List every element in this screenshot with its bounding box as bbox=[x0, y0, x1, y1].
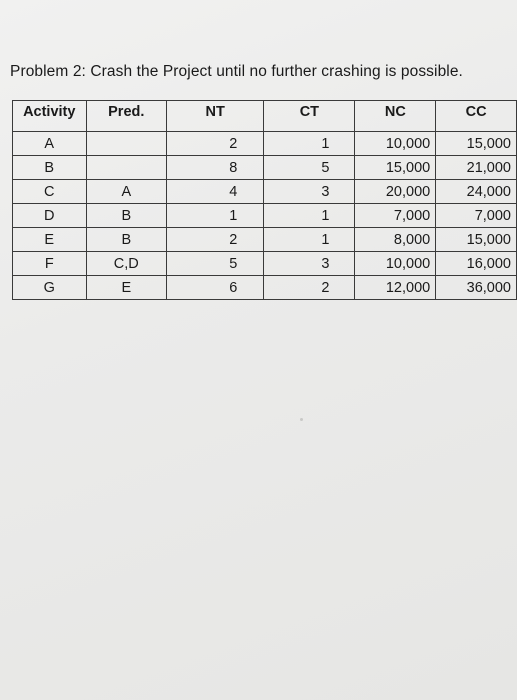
cell-crash-time: 2 bbox=[264, 276, 355, 300]
cell-activity: D bbox=[13, 204, 87, 228]
cell-predecessor: B bbox=[86, 228, 167, 252]
header-crash-cost: CC bbox=[436, 101, 517, 132]
header-crash-time: CT bbox=[264, 101, 355, 132]
cell-crash-time: 1 bbox=[264, 132, 355, 156]
cell-normal-time: 5 bbox=[167, 252, 264, 276]
cell-activity: A bbox=[13, 132, 87, 156]
paper-speck bbox=[300, 418, 303, 421]
cell-predecessor bbox=[86, 156, 167, 180]
table-row bbox=[13, 156, 517, 180]
table-row bbox=[13, 228, 517, 252]
cell-normal-cost: 10,000 bbox=[355, 132, 436, 156]
cell-normal-time: 4 bbox=[167, 180, 264, 204]
table-row bbox=[13, 252, 517, 276]
header-predecessor: Pred. bbox=[86, 101, 167, 132]
cell-activity: E bbox=[13, 228, 87, 252]
crashing-data-table bbox=[12, 100, 517, 300]
cell-normal-time: 2 bbox=[167, 132, 264, 156]
cell-normal-cost: 12,000 bbox=[355, 276, 436, 300]
cell-normal-cost: 10,000 bbox=[355, 252, 436, 276]
cell-activity: B bbox=[13, 156, 87, 180]
cell-normal-cost: 8,000 bbox=[355, 228, 436, 252]
header-activity: Activity bbox=[13, 101, 87, 132]
table-row bbox=[13, 204, 517, 228]
cell-crash-cost: 36,000 bbox=[436, 276, 517, 300]
cell-normal-time: 1 bbox=[167, 204, 264, 228]
header-normal-time: NT bbox=[167, 101, 264, 132]
cell-crash-cost: 7,000 bbox=[436, 204, 517, 228]
cell-crash-cost: 15,000 bbox=[436, 228, 517, 252]
cell-activity: G bbox=[13, 276, 87, 300]
table-row bbox=[13, 276, 517, 300]
table-row bbox=[13, 180, 517, 204]
cell-normal-cost: 20,000 bbox=[355, 180, 436, 204]
cell-normal-cost: 7,000 bbox=[355, 204, 436, 228]
table-header-row bbox=[13, 101, 517, 132]
cell-normal-time: 2 bbox=[167, 228, 264, 252]
cell-predecessor: E bbox=[86, 276, 167, 300]
cell-predecessor: B bbox=[86, 204, 167, 228]
table-row bbox=[13, 132, 517, 156]
cell-crash-cost: 24,000 bbox=[436, 180, 517, 204]
cell-normal-time: 8 bbox=[167, 156, 264, 180]
cell-predecessor bbox=[86, 132, 167, 156]
cell-normal-time: 6 bbox=[167, 276, 264, 300]
cell-crash-time: 1 bbox=[264, 228, 355, 252]
cell-crash-cost: 21,000 bbox=[436, 156, 517, 180]
cell-crash-time: 1 bbox=[264, 204, 355, 228]
cell-crash-cost: 16,000 bbox=[436, 252, 517, 276]
cell-crash-time: 3 bbox=[264, 252, 355, 276]
cell-crash-cost: 15,000 bbox=[436, 132, 517, 156]
cell-predecessor: C,D bbox=[86, 252, 167, 276]
cell-crash-time: 5 bbox=[264, 156, 355, 180]
cell-crash-time: 3 bbox=[264, 180, 355, 204]
cell-activity: C bbox=[13, 180, 87, 204]
cell-normal-cost: 15,000 bbox=[355, 156, 436, 180]
header-normal-cost: NC bbox=[355, 101, 436, 132]
cell-activity: F bbox=[13, 252, 87, 276]
cell-predecessor: A bbox=[86, 180, 167, 204]
problem-title: Problem 2: Crash the Project until no further crashing is possible. bbox=[10, 63, 463, 80]
